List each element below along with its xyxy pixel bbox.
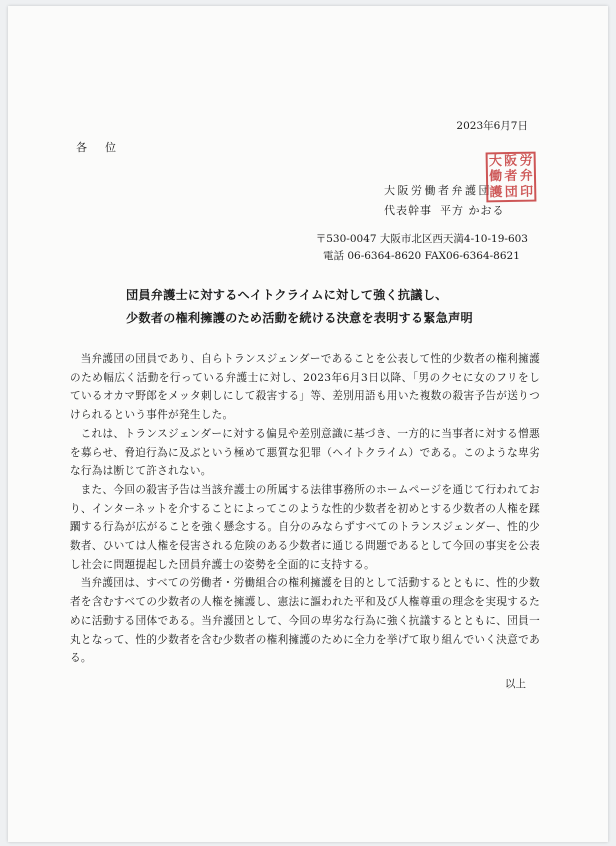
- document-date: 2023年6月7日: [456, 120, 528, 132]
- document-page: [8, 6, 608, 842]
- seal-char: 弁: [519, 169, 533, 185]
- sender-organization: 大阪労働者弁護団: [384, 184, 492, 197]
- seal-char: 労: [519, 153, 533, 170]
- seal-char: 阪: [504, 154, 518, 170]
- sender-representative: [384, 202, 513, 218]
- closing-mark: 以上: [505, 678, 526, 690]
- body-paragraph: 当弁護団は、すべての労働者・労働組合の権利擁護を目的として活動するとともに、性的少数者を含むすべての少数者の人権を擁護し、憲法に謳われた平和及び人権尊重の理念を実現するために活動する団体である。当弁護団として、今回の卑劣な行為に強く抗議するとともに、団員一丸となって、性的少数者を含む少数者の権利擁護のために全力を挙げて取り組んでいく決意である。: [70, 577, 540, 665]
- addressee: 各位: [76, 141, 134, 154]
- seal-char: 印: [519, 184, 534, 200]
- statement-title: [126, 284, 506, 330]
- seal-char: 団: [504, 184, 518, 200]
- seal-char: 者: [504, 169, 518, 185]
- seal-char: 護: [489, 184, 503, 201]
- sender-name: 平方 かおる: [440, 204, 505, 217]
- sender-address: 〒530-0047 大阪市北区西天満4-10-19-603: [315, 233, 528, 245]
- sender-phone: 電話 06-6364-8620 FAX06-6364-8621: [323, 250, 520, 262]
- statement-body: [70, 350, 540, 668]
- body-paragraph: また、今回の殺害予告は当該弁護士の所属する法律事務所のホームページを通じて行われており、インターネットを介することによってこのような性的少数者を初めとする少数者の人権を蹂躙する行為が広がることを強く懸念する。自分のみならずすべてのトランスジェンダー、性的少数者、ひいては人権を侵害される危険のある少数者に通じる問題であるとして今回の事実を公表し社会に問題提起した団員弁護士の姿勢を全面的に支持する。: [70, 483, 540, 571]
- seal-char: 働: [489, 169, 503, 185]
- organization-seal: [486, 152, 537, 203]
- sender-title: 代表幹事: [384, 204, 432, 217]
- statement-title-line-2: 少数者の権利擁護のため活動を続ける決意を表明する緊急声明: [126, 311, 473, 325]
- body-paragraph: 当弁護団の団員であり、自らトランスジェンダーであることを公表して性的少数者の権利擁護のため幅広く活動を行っている弁護士に対し、2023年6月3日以降、「男のクセに女のフリをしているオカマ野郎をメッタ刺しにして殺害する」等、差別用語も用いた複数の殺害予告が送りつけられるという事件が発生した。: [70, 353, 540, 422]
- body-paragraph: これは、トランスジェンダーに対する偏見や差別意識に基づき、一方的に当事者に対する憎悪を募らせ、脅迫行為に及ぶという極めて悪質な犯罪（ヘイトクライム）である。このような卑劣な行為は断じて許されない。: [70, 427, 540, 478]
- seal-char: 大: [488, 154, 503, 170]
- statement-title-line-1: 団員弁護士に対するヘイトクライムに対して強く抗議し、: [126, 288, 448, 302]
